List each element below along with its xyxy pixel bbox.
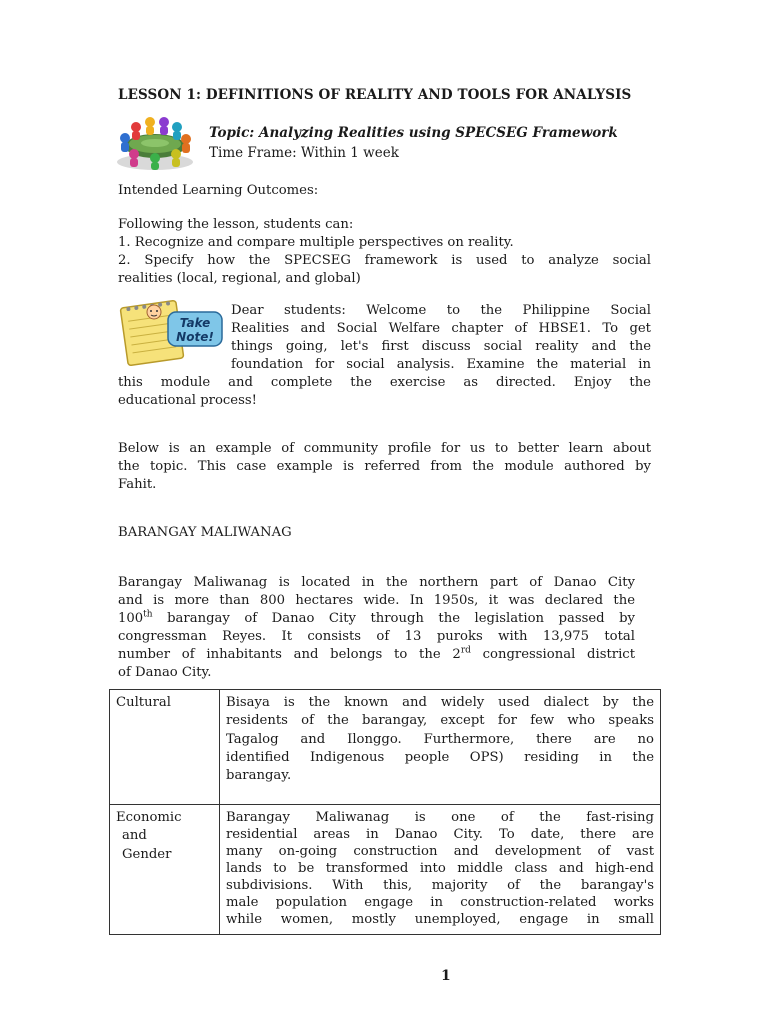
time-frame: Time Frame: Within 1 week [209,145,399,161]
table-row [110,805,661,935]
table-cell-content: Bisaya is the known and widely used dialect by the residents of the barangay, except for few who speaks Tagalog and Ilonggo. Furthermore, there are no identified Indigenous people OPS) residing in the barangay. [220,690,661,805]
outcome-item-2-line1: 2. Specify how the SPECSEG framework is used to analyze social [118,253,651,268]
take-note-text-1: Take [179,316,211,330]
table-cell-label: Cultural [110,690,220,805]
desc-line: and is more than 800 hectares wide. In 1950s, it was declared the [118,593,635,608]
outcomes-heading: Intended Learning Outcomes: [118,183,319,198]
desc-line: of Danao City. [118,665,212,680]
desc-line: number of inhabitants and belongs to the 2rd congressional district [118,645,635,662]
intro-line: Below is an example of community profile for us to better learn about [118,441,651,456]
barangay-heading: BARANGAY MALIWANAG [118,525,292,540]
note-line: Dear students: Welcome to the Philippine Social [231,303,651,318]
table-cell-content: Barangay Maliwanag is one of the fast-rising residential areas in Danao City. To date, there are many on-going construction and development of vast lands to be transformed into middle class and high-end subdivisions. With this, majority of the barangay's male population engage in construction-related works while women, mostly unemployed, engage in small [220,805,661,935]
welcome-note [231,302,651,374]
intro-line: Fahit. [118,477,157,492]
note-line: educational process! [118,393,257,408]
lesson-title: LESSON 1: DEFINITIONS OF REALITY AND TOOLS FOR ANALYSIS [118,87,632,103]
outcome-item-2-line2: realities (local, regional, and global) [118,271,361,286]
desc-line: congressman Reyes. It consists of 13 puroks with 13,975 total [118,629,635,644]
desc-line: Barangay Maliwanag is located in the northern part of Danao City [118,575,635,590]
table-cell-label: Economic and Gender [110,805,220,935]
note-line: Realities and Social Welfare chapter of HBSE1. To get [231,321,651,336]
desc-line: 100th barangay of Danao City through the legislation passed by [118,609,635,626]
take-note-text-2: Note! [176,330,214,344]
outcome-item-1: 1. Recognize and compare multiple perspectives on reality. [118,235,514,250]
table-row [110,690,661,805]
community-profile-table [109,689,661,935]
barangay-description [118,574,635,682]
topic-heading: Topic: Analyzing Realities using SPECSEG Framework [209,125,618,141]
page-number: 1 [441,968,451,984]
intro-line: the topic. This case example is referred from the module authored by [118,459,651,474]
welcome-note-continued [118,374,651,410]
note-line: this module and complete the exercise as directed. Enjoy the [118,375,651,390]
example-intro [118,440,651,494]
note-line: foundation for social analysis. Examine the material in [231,357,651,372]
take-note-illustration [118,298,226,366]
round-table-meeting-illustration [112,110,198,172]
outcomes-intro: Following the lesson, students can: [118,217,354,232]
outcomes-list [118,216,651,288]
note-line: things going, let's first discuss social reality and the [231,339,651,354]
